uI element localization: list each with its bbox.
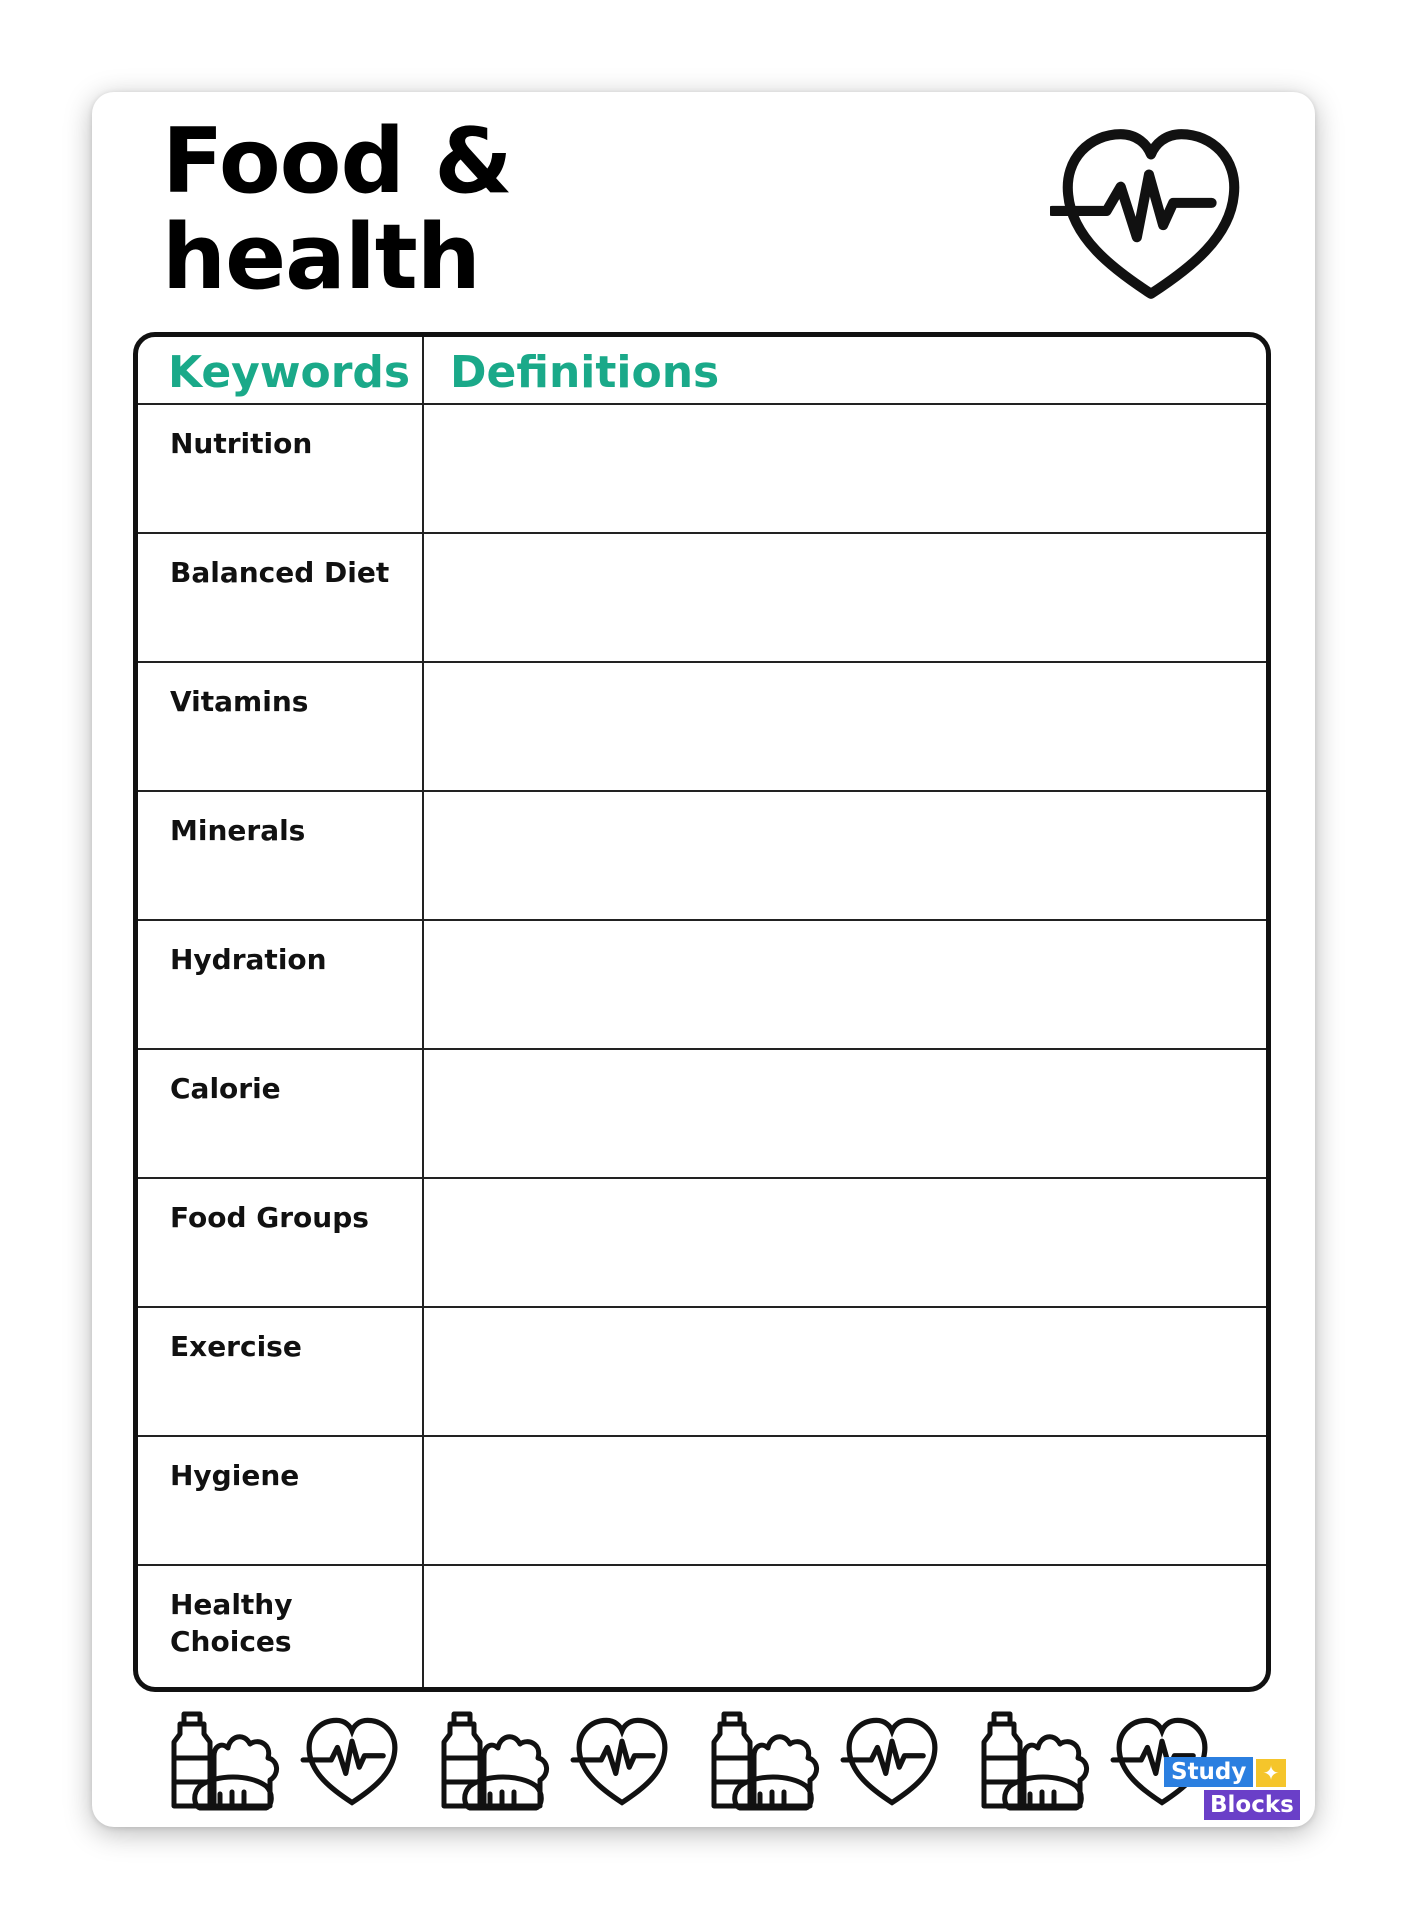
keyword-cell: Minerals xyxy=(170,814,306,847)
definition-cell[interactable] xyxy=(424,1050,1266,1177)
title-line-1: Food & xyxy=(162,109,512,214)
worksheet xyxy=(92,92,1315,1827)
study-blocks-logo xyxy=(1164,1757,1294,1823)
table-row xyxy=(138,1179,1266,1308)
food-groceries-icon xyxy=(440,1710,552,1814)
keyword-cell: Balanced Diet xyxy=(170,556,390,589)
keyword-cell: Healthy Choices xyxy=(170,1588,293,1658)
food-groceries-icon xyxy=(710,1710,822,1814)
table-row xyxy=(138,1437,1266,1566)
definition-cell[interactable] xyxy=(424,792,1266,919)
keyword-cell: Nutrition xyxy=(170,427,313,460)
table-row xyxy=(138,405,1266,534)
sparkle-icon: ✦ xyxy=(1256,1759,1286,1787)
footer-icon-strip xyxy=(170,1710,1230,1820)
keyword-cell: Hydration xyxy=(170,943,327,976)
logo-study-text: Study xyxy=(1164,1757,1253,1787)
keywords-header: Keywords xyxy=(168,347,411,398)
keyword-cell: Exercise xyxy=(170,1330,302,1363)
keyword-cell: Hygiene xyxy=(170,1459,300,1492)
table-row xyxy=(138,1308,1266,1437)
table-row xyxy=(138,921,1266,1050)
table-row xyxy=(138,534,1266,663)
table-row xyxy=(138,663,1266,792)
table-row xyxy=(138,792,1266,921)
keyword-cell: Calorie xyxy=(170,1072,281,1105)
definition-cell[interactable] xyxy=(424,534,1266,661)
food-groceries-icon xyxy=(980,1710,1092,1814)
table-row xyxy=(138,1050,1266,1179)
table-row xyxy=(138,1566,1266,1692)
definition-cell[interactable] xyxy=(424,1566,1266,1692)
definition-cell[interactable] xyxy=(424,1308,1266,1435)
keyword-cell: Food Groups xyxy=(170,1201,369,1234)
heartbeat-heart-icon xyxy=(1050,124,1252,306)
logo-blocks-text: Blocks xyxy=(1204,1790,1300,1820)
heartbeat-heart-icon xyxy=(570,1710,674,1814)
keywords-table xyxy=(133,332,1271,1692)
definitions-header: Definitions xyxy=(450,347,720,398)
food-groceries-icon xyxy=(170,1710,282,1814)
definition-cell[interactable] xyxy=(424,1179,1266,1306)
heartbeat-heart-icon xyxy=(300,1710,404,1814)
definition-cell[interactable] xyxy=(424,663,1266,790)
keyword-cell: Vitamins xyxy=(170,685,309,718)
definition-cell[interactable] xyxy=(424,921,1266,1048)
heartbeat-heart-icon xyxy=(840,1710,944,1814)
page-title xyxy=(162,109,512,310)
title-line-2: health xyxy=(162,205,480,310)
definition-cell[interactable] xyxy=(424,1437,1266,1564)
definition-cell[interactable] xyxy=(424,405,1266,532)
table-header-row xyxy=(138,337,1266,405)
